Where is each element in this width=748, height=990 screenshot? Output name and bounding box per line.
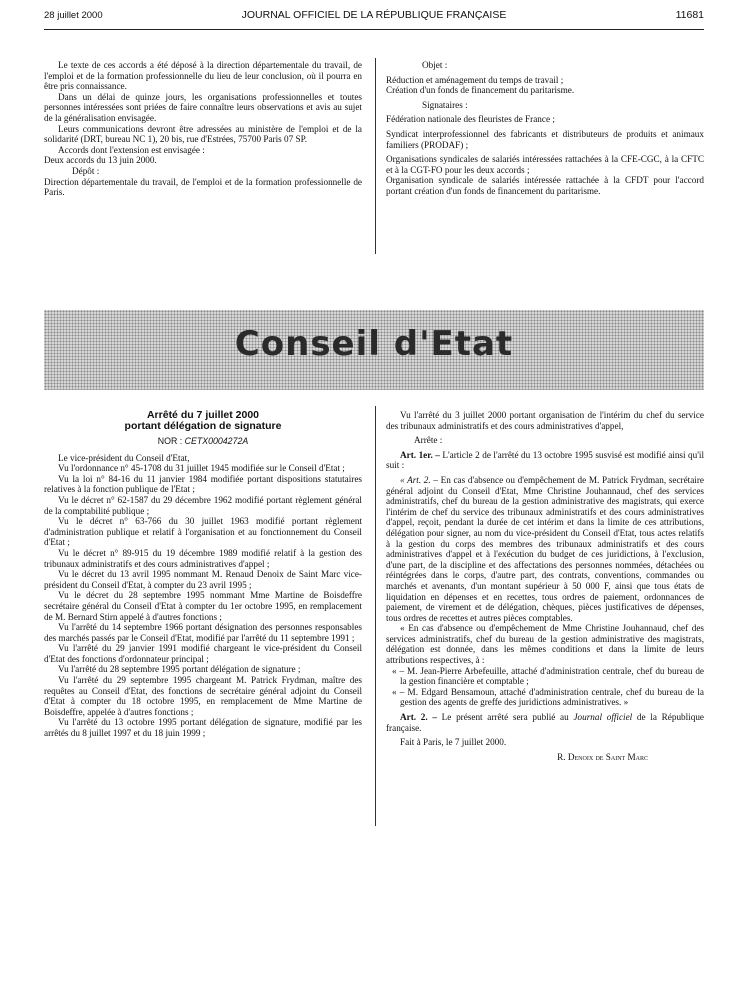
article-2-quote-label: « Art. 2. – [400, 474, 438, 485]
signataire: Syndicat interprofessionnel des fabricants et distributeurs de produits et animaux familiers (PRODAF) ; [386, 128, 704, 150]
article-2-label: Art. 2. – [400, 712, 437, 723]
header-journal-title: JOURNAL OFFICIEL DE LA RÉPUBLIQUE FRANÇAISE [241, 9, 507, 21]
column-divider [375, 58, 376, 254]
signataires-label: Signataires : [422, 99, 468, 110]
paragraph: Dans un délai de quinze jours, les organisations professionnelles et toutes personnes intéressées sont priées de faire connaître leurs observations et avis au sujet de la généralisation envisagée. [44, 91, 362, 123]
arrete-subtitle: portant délégation de signature [124, 420, 282, 432]
article-2-quote-text: En cas d'absence ou d'empêchement de M. Patrick Frydman, secrétaire général adjoint du Conseil d'Etat, Mme Christine Jouhannaud, chef des services administratifs, chef du bureau de la gestion administrative des magistrats, qui exerce l'intérim de chef du service des tribunaux administratifs et des cours administratives d'appel, reçoit, pendant la durée de cet intérim et dans la limite de ces attributions, délégation pour signer, au nom du vice-président du Conseil d'Etat, tous actes relatifs à la gestion du corps des membres des tribunaux administratifs et des cours administratives d'appel et à l'exécution du budget de ces juridictions, à l'exclusion, d'une part, de la discipline et des affectations des personnes nommées, détachées ou réintégrées dans le corps, d'autre part, des contrats, conventions, commandes ou marchés et avenants, d'un montant supérieur à 50 000 F, ainsi que tous états de liquidation en dépenses et en recettes, tous ordres de paiement, ordonnances de paiement, de virement et de délégation, chèques, pièces justificatives de dépenses, tous ordres de recettes et autres pièces comptables. [386, 474, 704, 623]
arrete-label: Arrête : [414, 435, 443, 446]
accords-text: Deux accords du 13 juin 2000. [44, 155, 157, 166]
objet-item: Réduction et aménagement du temps de travail ; [386, 74, 564, 85]
visa: Le vice-président du Conseil d'Etat, [58, 452, 190, 463]
nor-label: NOR : [157, 436, 183, 446]
top-right-column [386, 60, 704, 197]
article-1-label: Art. 1er. – [400, 449, 440, 460]
section-banner-title: Conseil d'Etat [234, 324, 514, 364]
journal-officiel: Journal officiel [573, 712, 633, 723]
depot-label: Dépôt : [72, 165, 100, 176]
arrete-left-column [44, 410, 362, 739]
nor-reference [44, 436, 362, 447]
paragraph: Le texte de ces accords a été déposé à la direction départementale du travail, de l'emploi et de la formation professionnelle du lieu de leur conclusion, où il pourra en être pris connaissance. [44, 60, 362, 92]
section-banner [44, 310, 704, 390]
signature: R. Denoix de Saint Marc [557, 751, 648, 762]
visa: Vu l'ordonnance n° 45-1708 du 31 juillet 1945 modifiée sur le Conseil d'Etat ; [58, 463, 345, 474]
header-page-number: 11681 [675, 9, 704, 21]
article-2 [386, 712, 704, 733]
top-left-column [44, 60, 362, 198]
visa: Vu l'arrêté du 29 septembre 1995 chargeant M. Patrick Frydman, maître des requêtes au Conseil d'Etat, des fonctions de secrétaire général adjoint du Conseil d'Etat à compter du 18 octobre 1995, en remplacement de Mme Martine de Boisdeffre, appelée à d'autres fonctions ; [44, 675, 362, 717]
nor-code: CETX0004272A [184, 436, 249, 446]
arrete-title: Arrêté du 7 juillet 2000 [146, 409, 260, 421]
visa: Vu le décret n° 89-915 du 19 décembre 1989 modifié relatif à la gestion des tribunaux administratifs et des cours administratives d'appel ; [44, 547, 362, 569]
delegate-item: « – M. Jean-Pierre Arbefeuille, attaché d'administration centrale, chef du bureau de la gestion financière et comptable ; [392, 665, 704, 687]
visa: Vu le décret n° 63-766 du 30 juillet 1963 modifié portant règlement d'administration publique et relatif à l'organisation et au fonctionnement du Conseil d'Etat ; [44, 516, 362, 548]
signataire: Fédération nationale des fleuristes de France ; [386, 114, 555, 125]
delegate-item: « – M. Edgard Bensamoun, attaché d'administration centrale, chef du bureau de la gestion des agents de greffe des juridictions administratives. » [392, 686, 704, 708]
fait-a-paris: Fait à Paris, le 7 juillet 2000. [400, 737, 507, 748]
signataire: Organisations syndicales de salariés intéressées rattachées à la CFE-CGC, à la CFTC et à la CGT-FO pour les deux accords ; [386, 154, 704, 175]
column-divider [375, 406, 376, 826]
visa: Vu l'arrêté du 14 septembre 1966 portant désignation des personnes responsables des marchés passés par le Conseil d'Etat, modifié par l'arrêté du 11 septembre 1991 ; [44, 622, 362, 643]
depot-text: Direction départementale du travail, de l'emploi et de la formation professionnelle de Paris. [44, 176, 362, 198]
article-2-text-a: Le présent arrêté sera publié au [441, 712, 574, 723]
objet-label: Objet : [422, 60, 448, 70]
visa: Vu le décret n° 62-1587 du 29 décembre 1962 modifié portant règlement général de la comptabilité publique ; [44, 494, 362, 516]
article-2-text-b: de la République française. [386, 712, 704, 733]
visa: Vu l'arrêté du 29 janvier 1991 modifié chargeant le vice-président du Conseil d'Etat des fonctions d'ordonnateur principal ; [44, 643, 362, 664]
visa: Vu l'arrêté du 28 septembre 1995 portant délégation de signature ; [58, 664, 301, 675]
visa: Vu la loi n° 84-16 du 11 janvier 1984 modifiée portant dispositions statutaires relatives à la fonction publique de l'Etat ; [44, 473, 362, 495]
paragraph: Leurs communications devront être adressées au ministère de l'emploi et de la solidarité (DRT, bureau NC 1), 20 bis, rue d'Estrées, 75700 Paris 07 SP. [44, 123, 362, 145]
article-2-second: « En cas d'absence ou d'empêchement de Mme Christine Jouhannaud, chef des services administratifs, chef du bureau de la gestion administrative des magistrats, délégation est donnée, dans les mêmes conditions et dans la limite de leurs attributions respectives, à : [386, 623, 704, 666]
article-1 [386, 450, 704, 471]
signataire: Organisation syndicale de salariés intéressée rattachée à la CFDT pour l'accord portant création d'un fonds de financement du paritarisme. [386, 175, 704, 196]
page-header [0, 8, 748, 30]
accords-label: Accords dont l'extension est envisagée : [58, 144, 205, 155]
header-rule [44, 29, 704, 30]
article-2-quote [386, 475, 704, 623]
visa: Vu l'arrêté du 3 juillet 2000 portant organisation de l'intérim du chef du service des tribunaux administratifs et des cours administratives d'appel, [386, 410, 704, 431]
visa: Vu l'arrêté du 13 octobre 1995 portant délégation de signature, modifié par les arrêtés du 8 juillet 1997 et du 18 juin 1999 ; [44, 717, 362, 739]
article-1-text: L'article 2 de l'arrêté du 13 octobre 1995 susvisé est modifié ainsi qu'il suit : [386, 449, 705, 471]
visa: Vu le décret du 28 septembre 1995 nommant Mme Martine de Boisdeffre secrétaire général du Conseil d'Etat à compter du 1er octobre 1995, en remplacement de M. Bernard Stirn appelé à d'autres fonctions ; [44, 590, 362, 622]
header-date: 28 juillet 2000 [44, 10, 103, 21]
objet-item: Création d'un fonds de financement du paritarisme. [386, 85, 575, 96]
visa: Vu le décret du 13 avril 1995 nommant M. Renaud Denoix de Saint Marc vice-président du Conseil d'Etat, à compter du 23 avril 1995 ; [44, 569, 362, 590]
arrete-right-column [386, 410, 704, 762]
